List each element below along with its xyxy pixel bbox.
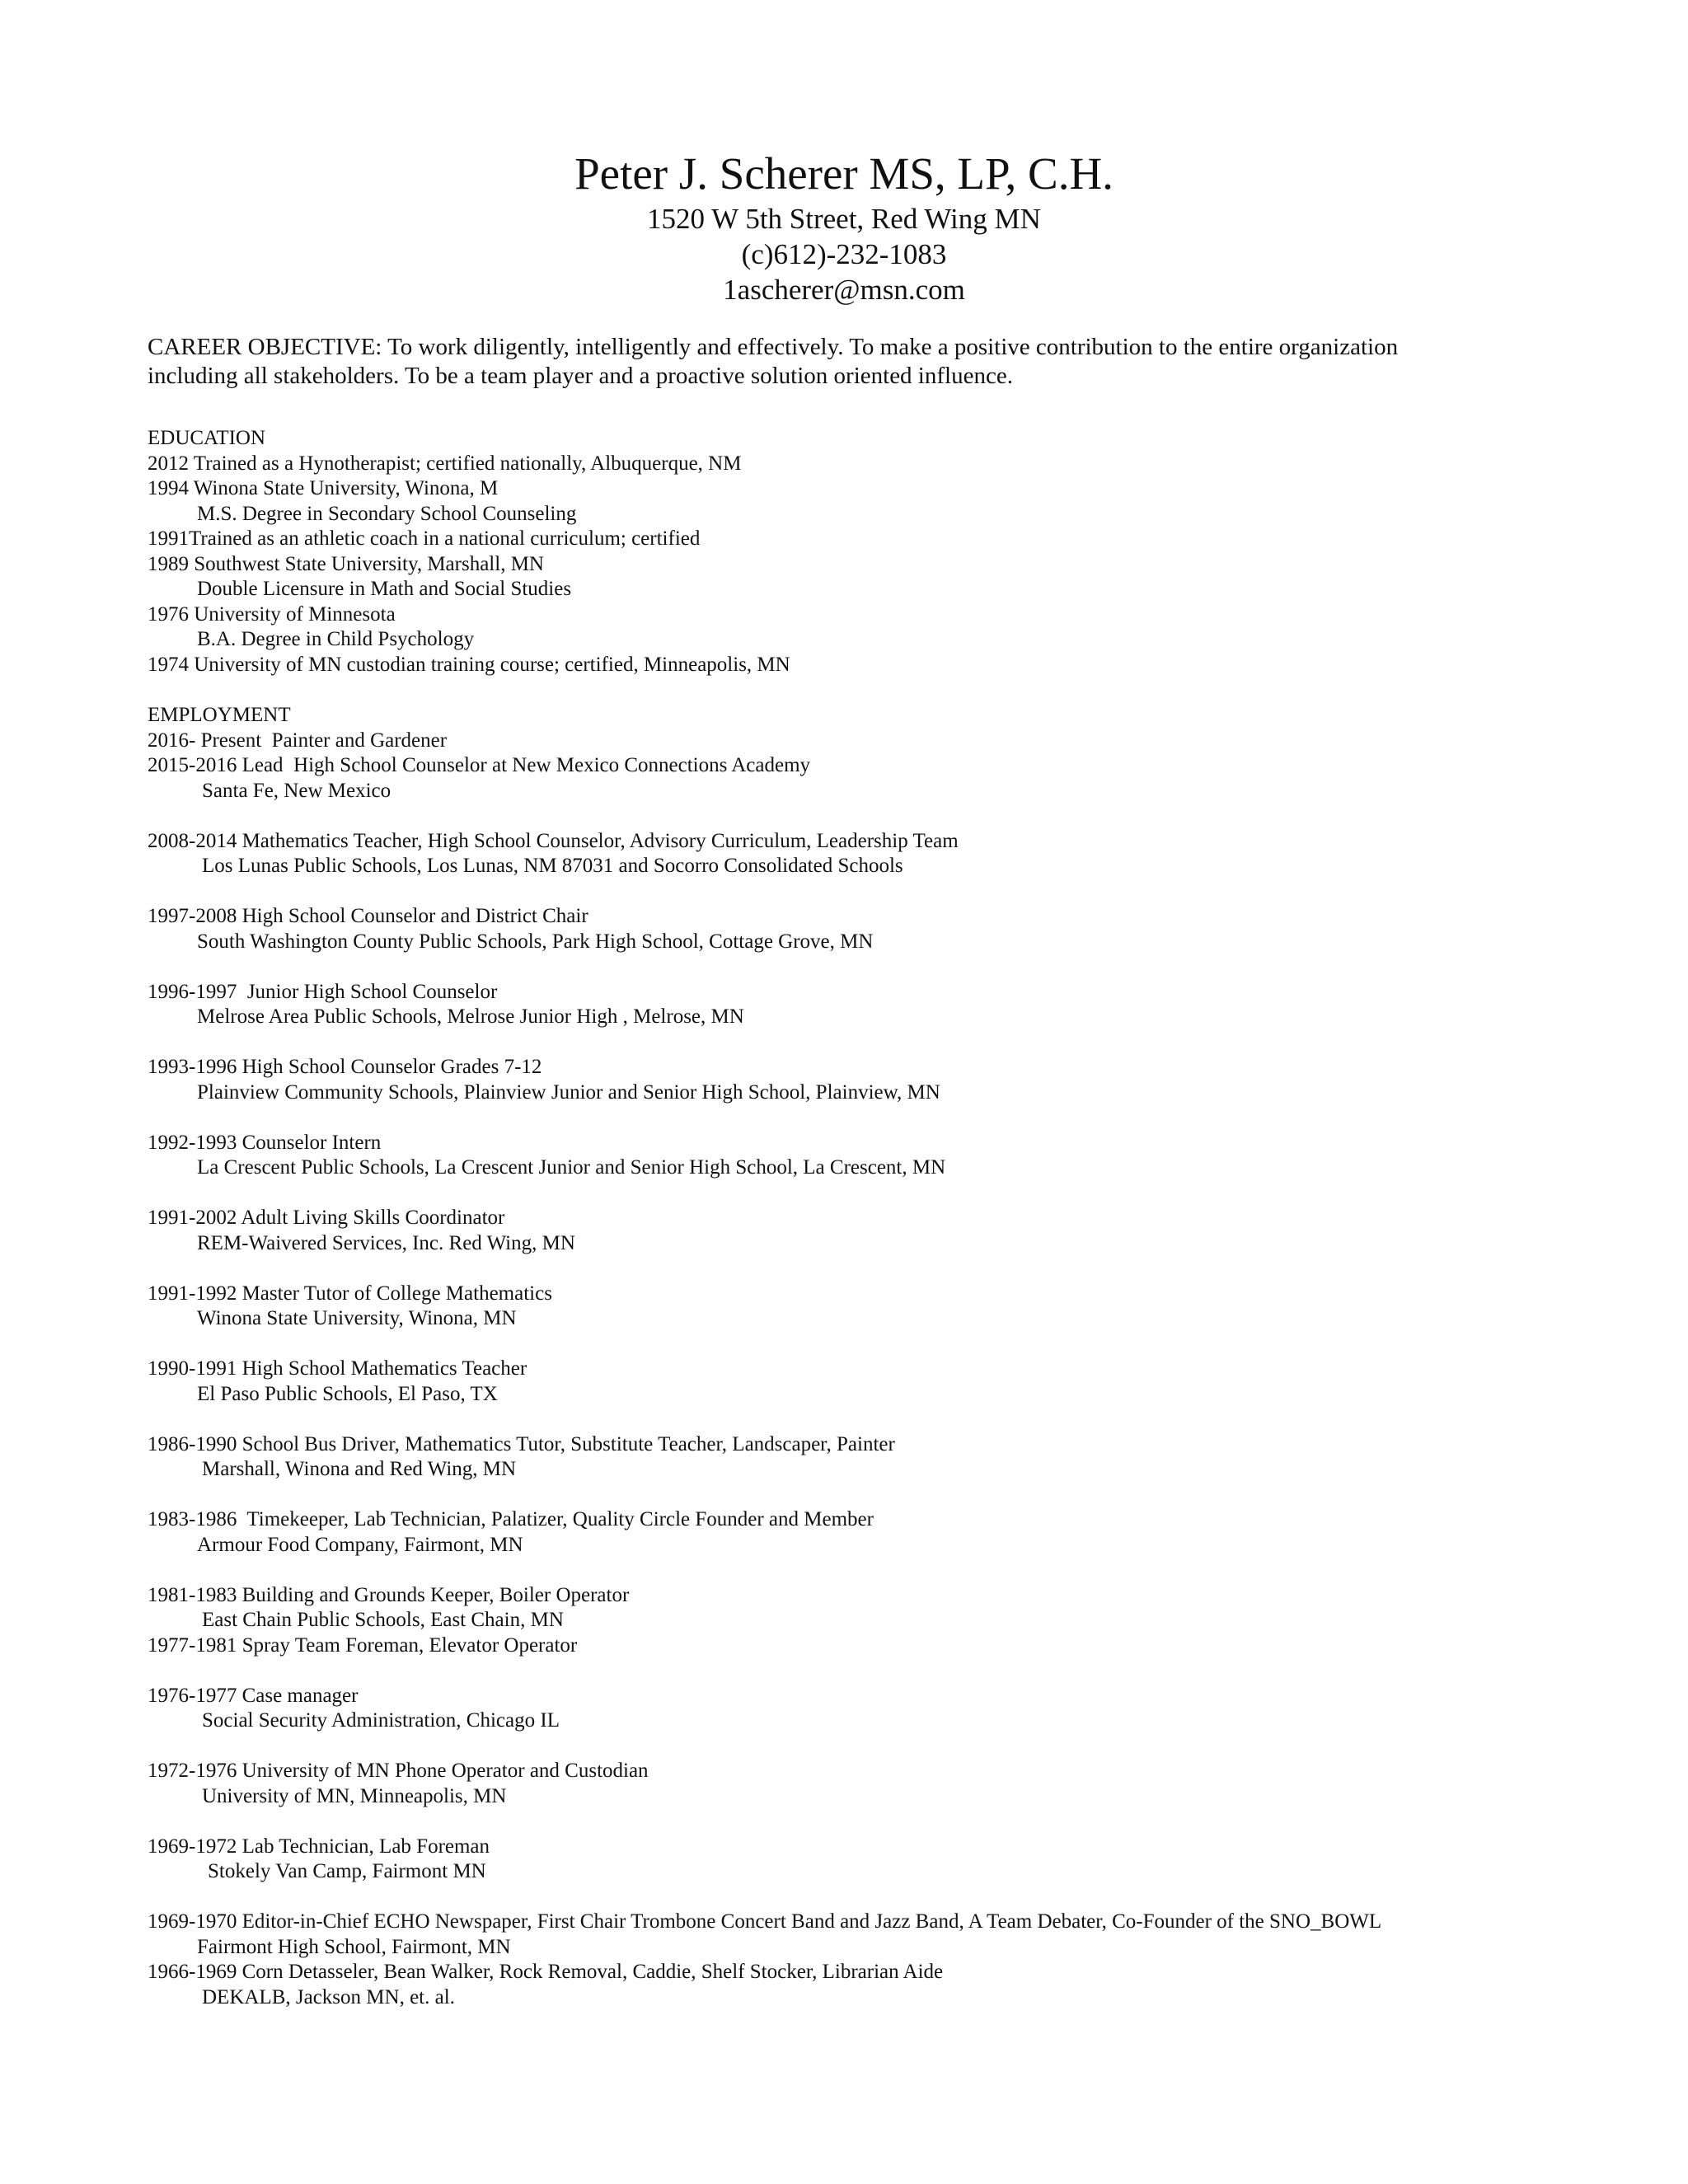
employment-entry: 1972-1976 University of MN Phone Operator and Custodian — [148, 1760, 649, 1782]
employment-detail: Stokely Van Camp, Fairmont MN — [208, 1860, 486, 1882]
employment-detail: REM-Waivered Services, Inc. Red Wing, MN — [197, 1231, 575, 1254]
resume-header — [0, 147, 1688, 307]
employment-detail: Armour Food Company, Fairmont, MN — [197, 1533, 523, 1556]
employment-detail: DEKALB, Jackson MN, et. al. — [202, 1985, 455, 2008]
employment-detail: Plainview Community Schools, Plainview Junior and Senior High School, Plainview, MN — [197, 1080, 940, 1104]
employment-detail: Fairmont High School, Fairmont, MN — [197, 1935, 511, 1958]
education-detail: Double Licensure in Math and Social Studies — [197, 578, 572, 600]
employment-entry: 1997-2008 High School Counselor and District Chair — [148, 905, 588, 927]
education-entry: 1994 Winona State University, Winona, M — [148, 477, 499, 499]
employment-section — [148, 703, 1549, 2010]
employment-entry: 1969-1970 Editor-in-Chief ECHO Newspaper, First Chair Trombone Concert Band and Jazz Band, A Team Debater, Co-Founder of the SNO_BOWL — [148, 1910, 1382, 1933]
phone-number: (c)612)-232-1083 — [741, 238, 947, 270]
education-entry: 1974 University of MN custodian training course; certified, Minneapolis, MN — [148, 653, 790, 676]
employment-detail: South Washington County Public Schools, Park High School, Cottage Grove, MN — [197, 930, 874, 953]
employment-entry: 1991-1992 Master Tutor of College Mathematics — [148, 1282, 552, 1305]
employment-detail: Santa Fe, New Mexico — [202, 779, 392, 802]
education-section — [148, 426, 1549, 677]
education-entry: 1991Trained as an athletic coach in a national curriculum; certified — [148, 527, 701, 550]
employment-detail: El Paso Public Schools, El Paso, TX — [197, 1382, 498, 1405]
education-entry: 1976 University of Minnesota — [148, 602, 396, 626]
education-entry: 2012 Trained as a Hynotherapist; certified nationally, Albuquerque, NM — [148, 452, 742, 475]
candidate-name: Peter J. Scherer MS, LP, C.H. — [574, 148, 1114, 199]
employment-detail: University of MN, Minneapolis, MN — [202, 1784, 507, 1807]
employment-entry: 1990-1991 High School Mathematics Teacher — [148, 1357, 528, 1380]
employment-entry: 2016- Present Painter and Gardener — [148, 729, 448, 752]
employment-entry: 1996-1997 Junior High School Counselor — [148, 980, 498, 1003]
objective-line: including all stakeholders. To be a team player and a proactive solution oriented influence. — [148, 363, 1013, 389]
employment-entry: 1991-2002 Adult Living Skills Coordinator — [148, 1207, 505, 1229]
section-heading-education: EDUCATION — [148, 427, 266, 449]
address: 1520 W 5th Street, Red Wing MN — [647, 203, 1041, 235]
email-address: 1ascherer@msn.com — [723, 274, 965, 306]
employment-entry: 1981-1983 Building and Grounds Keeper, Boiler Operator — [148, 1583, 630, 1606]
employment-detail: East Chain Public Schools, East Chain, MN — [202, 1609, 564, 1631]
employment-detail: Social Security Administration, Chicago IL — [202, 1709, 560, 1732]
employment-entry: 1976-1977 Case manager — [148, 1684, 359, 1707]
employment-entry: 1977-1981 Spray Team Foreman, Elevator Operator — [148, 1633, 578, 1657]
employment-entry: 2015-2016 Lead High School Counselor at New Mexico Connections Academy — [148, 754, 811, 776]
section-heading-employment: EMPLOYMENT — [148, 704, 291, 726]
education-entry: 1989 Southwest State University, Marshall, MN — [148, 552, 544, 575]
career-objective — [148, 333, 1466, 391]
employment-entry: 1992-1993 Counselor Intern — [148, 1131, 382, 1154]
employment-entry: 1966-1969 Corn Detasseler, Bean Walker, Rock Removal, Caddie, Shelf Stocker, Librarian Aide — [148, 1961, 944, 1983]
employment-detail: Los Lunas Public Schools, Los Lunas, NM 87031 and Socorro Consolidated Schools — [202, 855, 903, 877]
employment-detail: Marshall, Winona and Red Wing, MN — [202, 1458, 517, 1480]
employment-entry: 2008-2014 Mathematics Teacher, High School Counselor, Advisory Curriculum, Leadership Team — [148, 829, 959, 852]
employment-entry: 1986-1990 School Bus Driver, Mathematics Tutor, Substitute Teacher, Landscaper, Painter — [148, 1432, 895, 1455]
employment-detail: Melrose Area Public Schools, Melrose Junior High , Melrose, MN — [197, 1005, 744, 1028]
education-detail: M.S. Degree in Secondary School Counseling — [197, 502, 577, 525]
objective-line: CAREER OBJECTIVE: To work diligently, intelligently and effectively. To make a positive contribution to the entire organization — [148, 334, 1399, 360]
employment-detail: Winona State University, Winona, MN — [197, 1307, 517, 1329]
employment-detail: La Crescent Public Schools, La Crescent Junior and Senior High School, La Crescent, MN — [197, 1156, 946, 1179]
education-detail: B.A. Degree in Child Psychology — [197, 628, 475, 650]
employment-entry: 1983-1986 Timekeeper, Lab Technician, Palatizer, Quality Circle Founder and Member — [148, 1508, 874, 1530]
employment-entry: 1969-1972 Lab Technician, Lab Foreman — [148, 1835, 490, 1858]
employment-entry: 1993-1996 High School Counselor Grades 7-12 — [148, 1056, 542, 1078]
